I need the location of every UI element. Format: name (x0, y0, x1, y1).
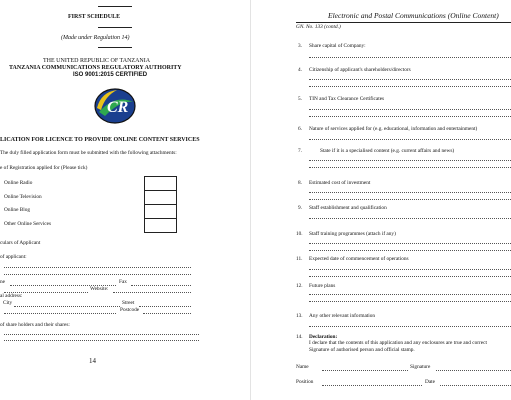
ref-rule (98, 47, 132, 48)
item-13-number: 13. (296, 313, 303, 319)
particulars-heading: culars of Applicant (0, 240, 41, 246)
top-rule (98, 6, 132, 7)
item-11-line-2[interactable] (309, 276, 511, 277)
running-header: Electronic and Postal Communications (Online Content) (328, 11, 499, 20)
item-12-line-2[interactable] (309, 301, 511, 302)
item-12-text: Future plans (309, 283, 336, 289)
instruction-text: The duly filled application form must be submitted with the following attachments: (0, 150, 177, 156)
item-5-text: TIN and Tax Clearance Certificates (309, 96, 385, 102)
declaration-statement: I declare that the contents of this application and any enclosures are true and correct (309, 340, 487, 346)
fax-label: Fax (119, 279, 127, 285)
item-10-line-2[interactable] (309, 250, 511, 251)
item-11-number: 11. (296, 256, 303, 262)
category-prompt: e of Registration applied for (Please tick) (0, 165, 88, 171)
signature-field[interactable] (436, 370, 511, 371)
position-field[interactable] (322, 385, 422, 386)
checkbox-online-radio[interactable] (144, 176, 177, 191)
category-label-online-radio: Online Radio (4, 180, 33, 186)
checkbox-other-services[interactable] (144, 218, 177, 233)
item-10-text: Staff training programmes (attach if any) (309, 231, 396, 237)
item-6-number: 6. (298, 126, 302, 132)
item-10-line-1[interactable] (309, 243, 511, 244)
declaration-signature-note: Signature of authorised person and official stamp. (309, 347, 415, 353)
item-12-line-1[interactable] (309, 294, 511, 295)
declaration-heading: Declaration: (309, 334, 338, 340)
category-label-online-television: Online Television (4, 194, 42, 200)
phone-label: ne (0, 279, 5, 285)
checkbox-online-television[interactable] (144, 190, 177, 205)
item-11-line-1[interactable] (309, 269, 511, 270)
item-9-line-1[interactable] (309, 218, 511, 219)
header-rule (296, 22, 511, 23)
item-4-line-1[interactable] (309, 79, 511, 80)
item-6-text: Nature of services applied for (e.g. educational, information and entertainment) (309, 126, 478, 132)
iso-certification: ISO 9001:2015 CERTIFIED (73, 72, 148, 78)
applicant-name-line-2[interactable] (4, 274, 191, 275)
item-6-line-1[interactable] (309, 139, 511, 140)
applicant-name-label: of applicant: (0, 254, 27, 260)
item-5-line-1[interactable] (309, 109, 511, 110)
item-4-line-2[interactable] (309, 86, 511, 87)
postcode-field[interactable] (143, 313, 191, 314)
item-3-line-1[interactable] (309, 57, 511, 58)
region-field[interactable] (4, 313, 116, 314)
form-title: LICATION FOR LICENCE TO PROVIDE ONLINE CONTENT SERVICES (0, 137, 200, 143)
item-5-number: 5. (298, 96, 302, 102)
street-field[interactable] (139, 306, 191, 307)
item-3-number: 3. (298, 43, 302, 49)
authority-title: TANZANIA COMMUNICATIONS REGULATORY AUTHORITY (9, 65, 182, 71)
item-13-text: Any other relevant information (309, 313, 376, 319)
page-gutter (250, 0, 251, 400)
website-label: Website: (90, 286, 109, 292)
item-7-number: 7. (298, 148, 302, 154)
item-4-number: 4. (298, 67, 302, 73)
item-13-line-1[interactable] (309, 326, 511, 327)
tcra-logo (91, 86, 139, 126)
page-number: 14 (89, 357, 96, 365)
item-4-text: Citizenship of applicant's shareholders/directors (309, 67, 411, 73)
item-11-text: Expected date of commencement of operations (309, 256, 409, 262)
item-9-text: Staff establishment and qualification (309, 205, 387, 211)
website-field[interactable] (113, 292, 191, 293)
city-label: City (3, 300, 13, 306)
checkbox-online-blog[interactable] (144, 204, 177, 219)
item-14-number: 14. (296, 334, 303, 340)
shareholders-line-2[interactable] (4, 340, 199, 341)
gn-reference: GN. No. 133 (contd.) (296, 24, 341, 30)
signature-label: Signature (410, 364, 431, 370)
regulation-ref: (Made under Regulation 14) (61, 35, 130, 41)
shareholders-label: of share holders and their shares: (0, 322, 70, 328)
item-9-number: 9. (298, 205, 302, 211)
street-label: Street (122, 300, 135, 306)
name-label: Name (296, 364, 309, 370)
position-label: Position (296, 379, 314, 385)
republic-title: THE UNITED REPUBLIC OF TANZANIA (43, 58, 151, 64)
item-8-line-1[interactable] (309, 192, 511, 193)
item-8-line-2[interactable] (309, 199, 511, 200)
date-field[interactable] (440, 385, 511, 386)
city-field[interactable] (14, 306, 120, 307)
item-7-line-2[interactable] (309, 167, 511, 168)
item-8-number: 8. (298, 180, 302, 186)
applicant-name-line[interactable] (4, 267, 191, 268)
item-5-line-2[interactable] (309, 116, 511, 117)
category-label-other-services: Other Online Services (4, 221, 52, 227)
name-field[interactable] (322, 370, 408, 371)
category-label-online-blog: Online Blog (4, 207, 31, 213)
item-12-number: 12. (296, 283, 303, 289)
shareholders-line-1[interactable] (4, 334, 199, 335)
schedule-title: FIRST SCHEDULE (68, 14, 121, 20)
item-3-text: Share capital of Company: (309, 43, 366, 49)
title-rule (98, 27, 132, 28)
date-label: Date (425, 379, 435, 385)
fax-field[interactable] (131, 285, 191, 286)
item-8-text: Estimated cost of investment (309, 180, 371, 186)
item-7-line-1[interactable] (309, 160, 511, 161)
postcode-label: Postcode (120, 307, 140, 313)
address-label: al address: (0, 293, 23, 299)
item-7-text: State if it is a specialised content (e.g. current affairs and news) (320, 148, 455, 154)
logo-lettering: CR (107, 99, 129, 116)
item-10-number: 10. (296, 231, 303, 237)
